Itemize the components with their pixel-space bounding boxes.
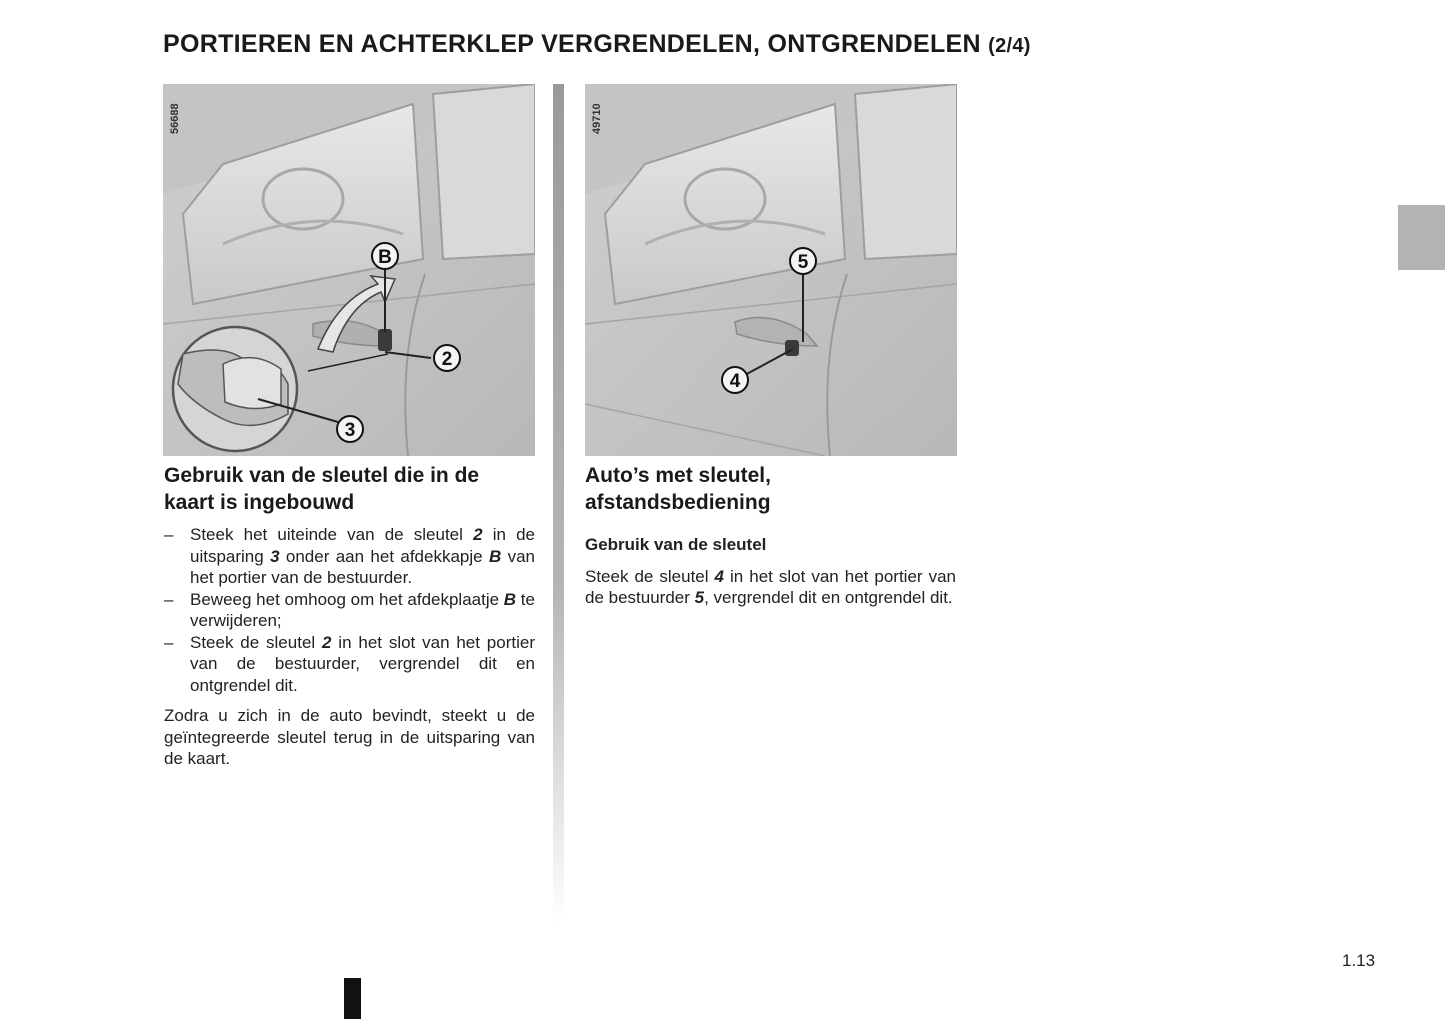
page-title-text: PORTIEREN EN ACHTERKLEP VERGRENDELEN, ONTGRENDELEN	[163, 30, 981, 58]
page-title	[163, 30, 1031, 59]
right-paragraph: Steek de sleutel 4 in het slot van het portier van de bestuurder 5, vergrendel dit en ontgrendel dit.	[585, 566, 956, 607]
callout-4-label: 4	[729, 371, 741, 392]
left-heading-line-2: kaart is ingebouwd	[164, 491, 355, 514]
right-heading	[585, 462, 957, 516]
callout-3-label: 3	[344, 420, 356, 441]
callout-2-label: 2	[441, 349, 453, 370]
door-illustration-right	[585, 84, 957, 456]
list-item: – Steek de sleutel 2 in het slot van het portier van de bestuurder, vergrendel dit en ontgrendel dit.	[164, 632, 535, 695]
left-body	[164, 524, 535, 770]
figure-remote-key-lock	[585, 84, 957, 456]
left-steps-list	[164, 524, 535, 696]
right-heading-line-2: afstandsbediening	[585, 491, 771, 514]
right-body	[585, 534, 956, 609]
figure-card-key-lock	[163, 84, 535, 456]
figure-ref-right: 49710	[591, 103, 603, 134]
left-paragraph: Zodra u zich in de auto bevindt, steekt u de geïntegreerde sleutel terug in de uitsparing van de kaart.	[164, 706, 535, 768]
callout-5-label: 5	[797, 252, 809, 273]
list-item: – Steek het uiteinde van de sleutel 2 in de uitsparing 3 onder aan het afdekkapje B van het portier van de bestuurder.	[164, 525, 536, 587]
section-tab	[1398, 205, 1445, 270]
left-heading	[164, 462, 536, 516]
door-illustration-left	[163, 84, 535, 456]
callout-b-label: B	[378, 247, 392, 268]
page-title-suffix: (2/4)	[988, 35, 1031, 57]
right-subheading: Gebruik van de sleutel	[585, 535, 767, 554]
edge-mark	[344, 978, 361, 1019]
left-heading-line-1: Gebruik van de sleutel die in de	[164, 464, 480, 487]
list-item: – Beweeg het omhoog om het afdekplaatje B te verwijderen;	[164, 589, 535, 630]
column-divider	[553, 84, 564, 924]
figure-ref-left: 56688	[169, 103, 181, 134]
right-heading-line-1: Auto’s met sleutel,	[585, 464, 771, 487]
page-number: 1.13	[1342, 951, 1376, 970]
